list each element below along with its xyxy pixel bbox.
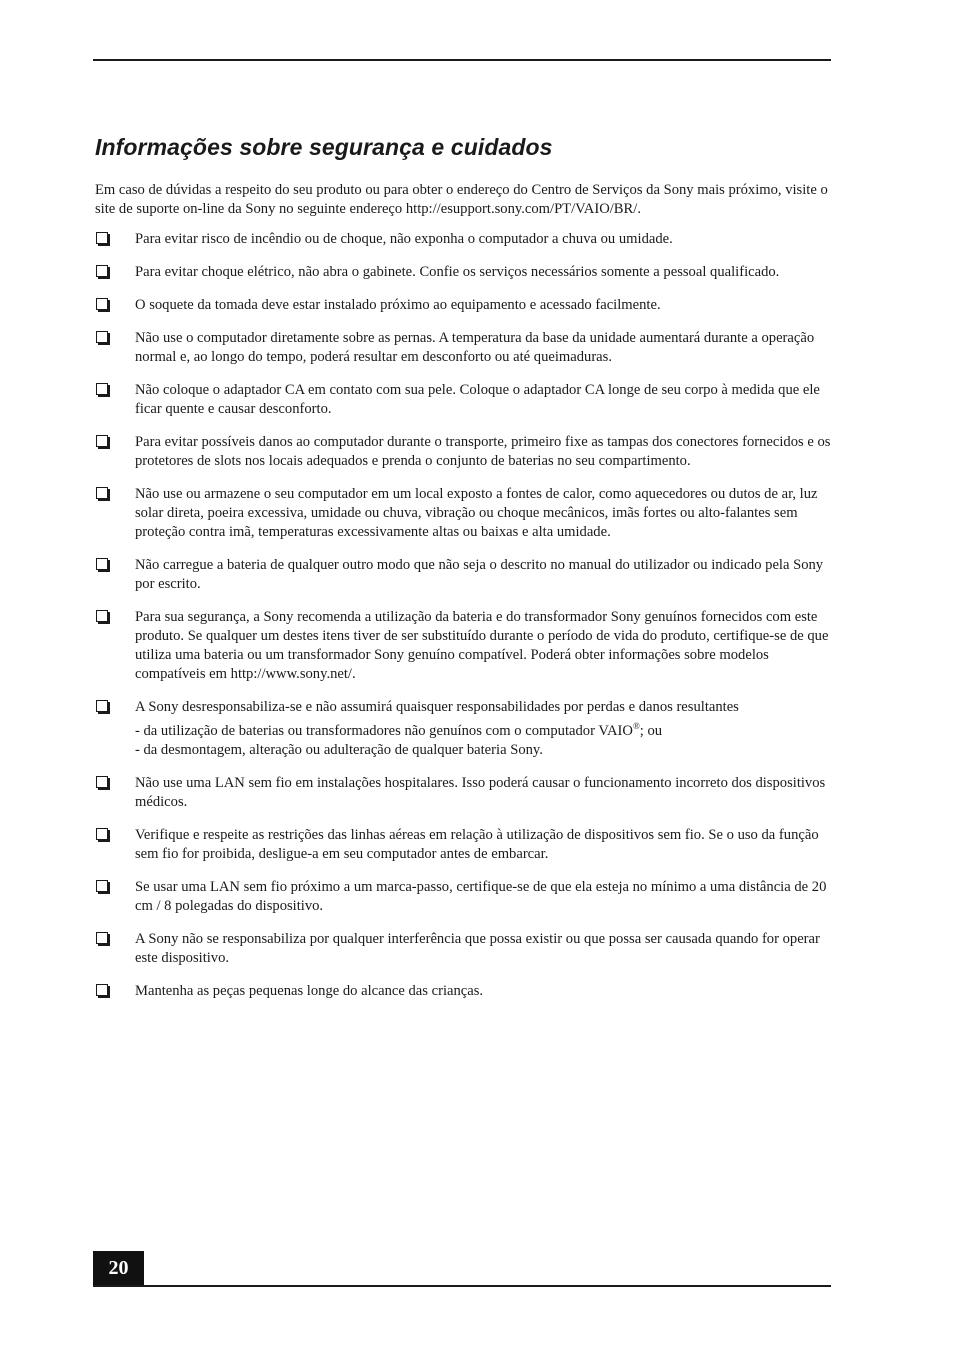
checkbox-bullet-icon: [96, 880, 108, 892]
sub-list-item: - da desmontagem, alteração ou adulteração de qualquer bateria Sony.: [135, 742, 543, 758]
list-item: [95, 230, 831, 249]
list-item-text: Verifique e respeite as restrições das linhas aéreas em relação à utilização de dispositivos sem fio. Se o uso da função sem fio for proibida, desligue-a em seu computador antes de embarcar.: [135, 827, 819, 862]
list-item-text: Para evitar possíveis danos ao computador durante o transporte, primeiro fixe as tampas dos conectores fornecidos e os protetores de slots nos locais adequados e prenda o conjunto de baterias no seu compartimento.: [135, 434, 831, 469]
list-item-text: A Sony não se responsabiliza por qualquer interferência que possa existir ou que possa ser causada quando for operar este dispositivo.: [135, 931, 820, 966]
checkbox-bullet-icon: [96, 487, 108, 499]
list-item: [95, 774, 831, 812]
intro-paragraph: Em caso de dúvidas a respeito do seu produto ou para obter o endereço do Centro de Serviços da Sony mais próximo, visite o site de suporte on-line da Sony no seguinte endereço http://esupport.sony.com/PT/VAIO/BR/.: [95, 182, 828, 217]
list-item: [95, 381, 831, 419]
checkbox-bullet-icon: [96, 984, 108, 996]
registered-mark: ®: [632, 721, 640, 732]
list-item: [95, 556, 831, 594]
list-item-text: Não use o computador diretamente sobre as pernas. A temperatura da base da unidade aumentará durante a operação normal e, ao longo do tempo, poderá resultar em desconforto ou até queimaduras.: [135, 330, 815, 365]
checkbox-bullet-icon: [96, 700, 108, 712]
checkbox-bullet-icon: [96, 558, 108, 570]
page-number: 20: [93, 1251, 144, 1286]
list-item-text: Não coloque o adaptador CA em contato com sua pele. Coloque o adaptador CA longe de seu corpo à medida que ele ficar quente e causar desconforto.: [135, 382, 820, 417]
list-item-text: Se usar uma LAN sem fio próximo a um marca-passo, certifique-se de que ela esteja no mínimo a uma distância de 20 cm / 8 polegadas do dispositivo.: [135, 879, 827, 914]
checkbox-bullet-icon: [96, 828, 108, 840]
list-item: [95, 982, 831, 1001]
list-item: [95, 878, 831, 916]
list-item-text: Para evitar risco de incêndio ou de choque, não exponha o computador a chuva ou umidade.: [135, 231, 673, 247]
list-item: [95, 296, 831, 315]
sub-list: [135, 722, 831, 760]
list-item: [95, 485, 831, 542]
list-item-text: Mantenha as peças pequenas longe do alcance das crianças.: [135, 983, 484, 999]
sub-list-item-text: - da utilização de baterias ou transformadores não genuínos com o computador VAIO: [135, 723, 633, 739]
checkbox-bullet-icon: [96, 435, 108, 447]
list-item: [95, 329, 831, 367]
sub-list-item-suffix: ; ou: [639, 723, 663, 739]
list-item-text: Não use uma LAN sem fio em instalações hospitalares. Isso poderá causar o funcionamento incorreto dos dispositivos médicos.: [135, 775, 826, 810]
checkbox-bullet-icon: [96, 265, 108, 277]
list-item: [95, 930, 831, 968]
list-item: [95, 433, 831, 471]
checkbox-bullet-icon: [96, 298, 108, 310]
sub-list-item: [135, 722, 831, 741]
list-item-text: Para sua segurança, a Sony recomenda a utilização da bateria e do transformador Sony genuínos fornecidos com este produto. Se qualquer um destes itens tiver de ser substituído durante o período de vida do produto, certifique-se de que utiliza uma bateria ou um transformador Sony genuíno compatível. Poderá obter informações sobre modelos compatíveis em http://www.sony.net/.: [135, 609, 829, 682]
checkbox-bullet-icon: [96, 932, 108, 944]
list-item-text: A Sony desresponsabiliza-se e não assumirá quaisquer responsabilidades por perdas e danos resultantes: [135, 699, 739, 715]
list-item-text: Para evitar choque elétrico, não abra o gabinete. Confie os serviços necessários somente a pessoal qualificado.: [135, 264, 780, 280]
list-item-text: O soquete da tomada deve estar instalado próximo ao equipamento e acessado facilmente.: [135, 297, 661, 313]
list-item: [95, 826, 831, 864]
list-item-text: Não use ou armazene o seu computador em um local exposto a fontes de calor, como aquecedores ou dutos de ar, luz solar direta, poeira excessiva, umidade ou chuva, vibração ou choque mecânicos, imãs fortes ou alto-falantes sem proteção contra imã, temperaturas excessivamente altas ou baixas e alta umidade.: [135, 486, 818, 540]
checkbox-bullet-icon: [96, 383, 108, 395]
list-item: [95, 263, 831, 282]
footer-rule: [93, 1285, 831, 1287]
header-rule: [93, 59, 831, 61]
list-item-text: Não carregue a bateria de qualquer outro modo que não seja o descrito no manual do utilizador ou indicado pela Sony por escrito.: [135, 557, 824, 592]
list-item: [95, 698, 831, 760]
checkbox-bullet-icon: [96, 331, 108, 343]
page-title: Informações sobre segurança e cuidados: [95, 134, 553, 160]
checkbox-bullet-icon: [96, 610, 108, 622]
list-item: [95, 608, 831, 684]
safety-list: [95, 230, 831, 1015]
checkbox-bullet-icon: [96, 232, 108, 244]
checkbox-bullet-icon: [96, 776, 108, 788]
